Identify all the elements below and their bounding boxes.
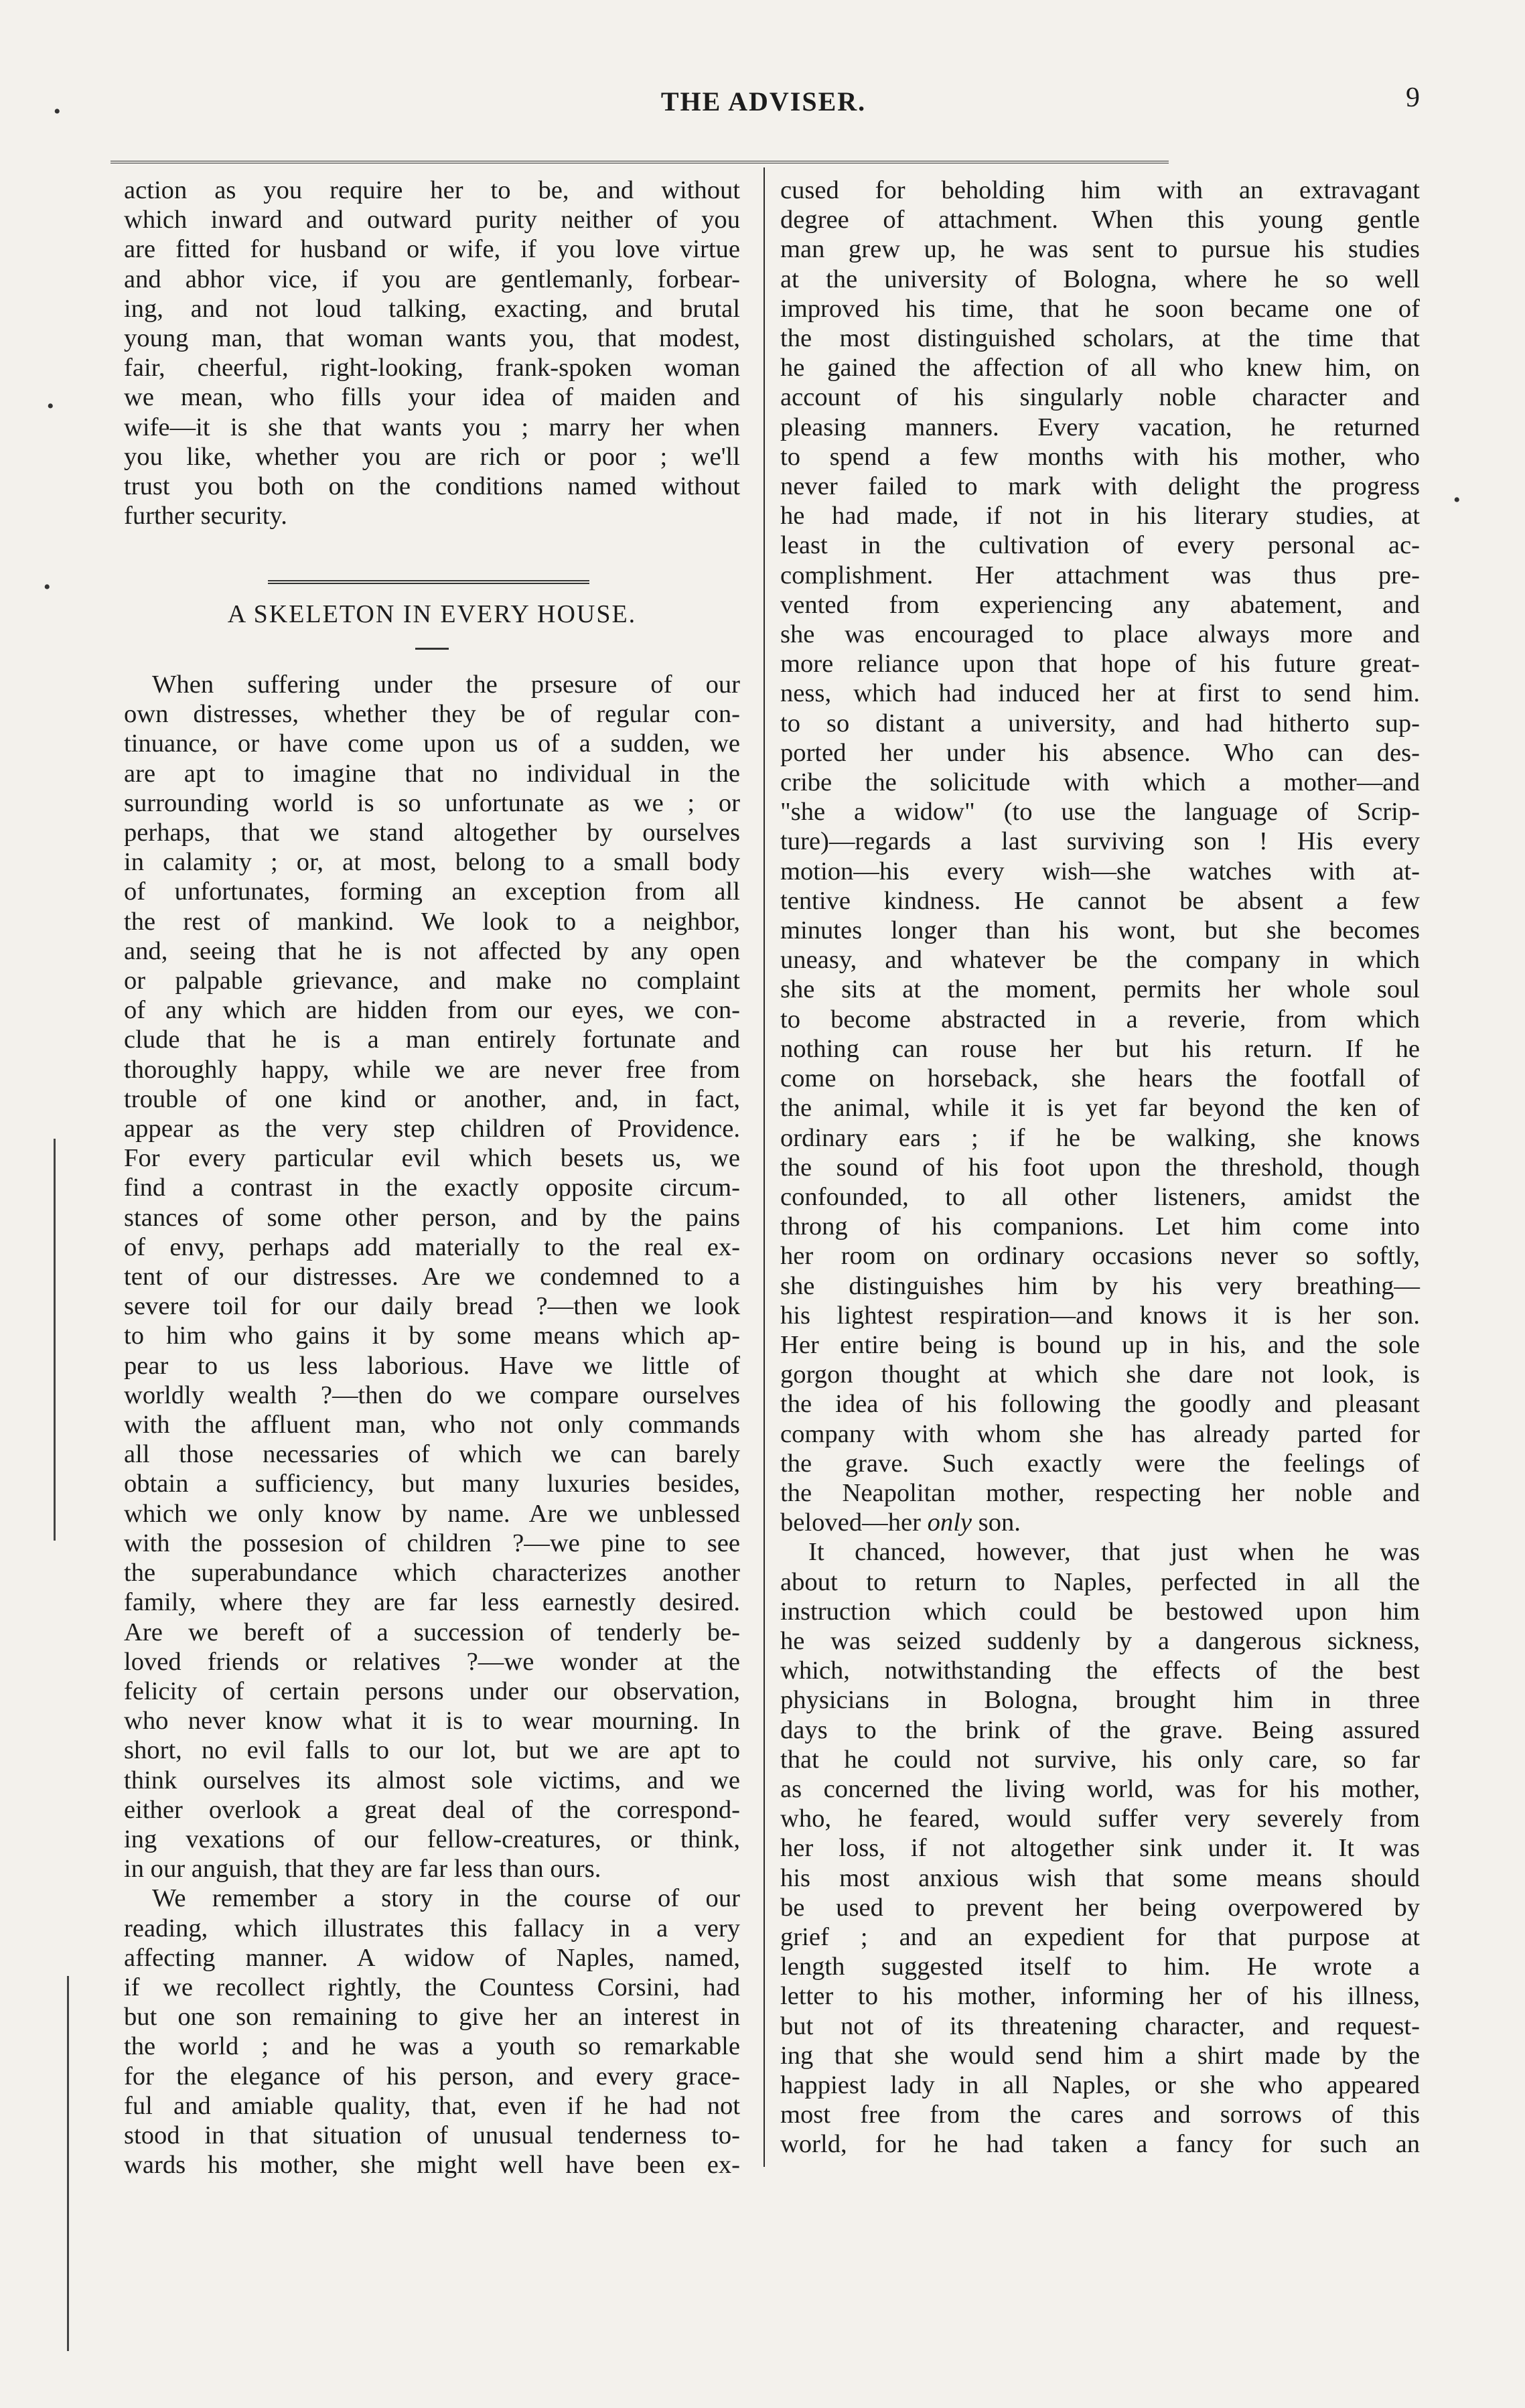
text-line: degree of attachment. When this young gentle — [780, 206, 1420, 234]
text-line: the animal, while it is yet far beyond the ken of — [780, 1094, 1420, 1123]
text-line: with the affluent man, who not only commands — [124, 1411, 740, 1439]
text-line: When suffering under the prsesure of our — [152, 670, 740, 699]
text-line: ordinary ears ; if he be walking, she knows — [780, 1123, 1420, 1152]
text-line: all those necessaries of which we can barely — [124, 1440, 740, 1469]
text-line: ing vexations of our fellow-creatures, or think, — [124, 1825, 740, 1853]
text-line: ture)—regards a last surviving son ! His every — [780, 827, 1420, 856]
text-line: reading, which illustrates this fallacy in a very — [124, 1914, 740, 1942]
text-line: of any which are hidden from our eyes, we con- — [124, 996, 740, 1025]
text-line: which we only know by name. Are we unblessed — [124, 1499, 740, 1528]
text-line: clude that he is a man entirely fortunate and — [124, 1025, 740, 1054]
text-line: world, for he had taken a fancy for such an — [780, 2130, 1420, 2159]
text-line: young man, that woman wants you, that modest, — [124, 324, 740, 353]
margin-scratch — [54, 1139, 56, 1541]
text-line: motion—his every wish—she watches with at- — [780, 857, 1420, 886]
text-line: think ourselves its almost sole victims, and we — [124, 1766, 740, 1794]
text-line: days to the brink of the grave. Being assured — [780, 1715, 1420, 1744]
text-line: nothing can rouse her but his return. If he — [780, 1034, 1420, 1063]
intro-paragraph — [124, 175, 740, 530]
text-line: he had made, if not in his literary studies, at — [780, 502, 1420, 530]
text-line: her room on ordinary occasions never so softly, — [780, 1242, 1420, 1271]
text-line: which, notwithstanding the effects of the best — [780, 1656, 1420, 1685]
text-line: for the elegance of his person, and every grace- — [124, 2062, 740, 2091]
text-line: that he could not survive, his only care, so far — [780, 1745, 1420, 1774]
text-line: never failed to mark with delight the progress — [780, 472, 1420, 501]
text-line: perhaps, that we stand altogether by ourselves — [124, 819, 740, 847]
article-heading: A SKELETON IN EVERY HOUSE. — [227, 600, 637, 628]
text-line: the idea of his following the goodly and pleasant — [780, 1390, 1420, 1419]
running-title: THE ADVISER. — [660, 86, 867, 117]
text-line: instruction which could be bestowed upon him — [780, 1597, 1420, 1626]
text-line: "she a widow" (to use the language of Scrip- — [780, 798, 1420, 827]
text-line: his lightest respiration—and knows it is her son. — [780, 1301, 1420, 1330]
text-line: the world ; and he was a youth so remarkable — [124, 2032, 740, 2061]
text-line: the sound of his foot upon the threshold, though — [780, 1153, 1420, 1182]
text-line: to become abstracted in a reverie, from which — [780, 1005, 1420, 1034]
text-line: tent of our distresses. Are we condemned to a — [124, 1263, 740, 1291]
text-line: to him who gains it by some means which ap- — [124, 1322, 740, 1350]
margin-bullet-icon: • — [47, 395, 54, 417]
text-line: most free from the cares and sorrows of this — [780, 2101, 1420, 2129]
text-line: minutes longer than his wont, but she becomes — [780, 916, 1420, 945]
text-line: either overlook a great deal of the correspond- — [124, 1795, 740, 1824]
text-line: length suggested itself to him. He wrote a — [780, 1953, 1420, 1981]
text-line: if we recollect rightly, the Countess Corsini, had — [124, 1973, 740, 2001]
text-line: to spend a few months with his mother, who — [780, 442, 1420, 471]
text-line: fair, cheerful, right-looking, frank-spoken woman — [124, 354, 740, 382]
text-line: loved friends or relatives ?—we wonder at the — [124, 1647, 740, 1676]
text-line: in our anguish, that they are far less than ours. — [124, 1855, 601, 1884]
text-line: Are we bereft of a succession of tenderly be- — [124, 1618, 740, 1646]
text-line: obtain a sufficiency, but many luxuries besides, — [124, 1470, 740, 1498]
text-line: trust you both on the conditions named without — [124, 472, 740, 501]
text-line: grief ; and an expedient for that purpose at — [780, 1922, 1420, 1951]
text-line: at the university of Bologna, where he so well — [780, 265, 1420, 293]
text-line: wife—it is she that wants you ; marry her when — [124, 413, 740, 441]
text-line: account of his singularly noble character and — [780, 383, 1420, 412]
header-rule — [111, 161, 1169, 163]
margin-bullet-icon: • — [1453, 489, 1461, 511]
text-line: short, no evil falls to our lot, but we are apt to — [124, 1736, 740, 1765]
text-line: the Neapolitan mother, respecting her noble and — [780, 1478, 1420, 1507]
text-line: thoroughly happy, while we are never free from — [124, 1055, 740, 1084]
text-line: tinuance, or have come upon us of a sudden, we — [124, 729, 740, 758]
text-line: in calamity ; or, at most, belong to a small body — [124, 848, 740, 877]
text-line: Her entire being is bound up in his, and the sole — [780, 1330, 1420, 1359]
text-line: happiest lady in all Naples, or she who appeared — [780, 2071, 1420, 2099]
text-line: come on horseback, she hears the footfall of — [780, 1064, 1420, 1093]
text-line: to so distant a university, and had hitherto sup- — [780, 709, 1420, 737]
text-line: tentive kindness. He cannot be absent a few — [780, 886, 1420, 915]
text-line: wards his mother, she might well have been ex- — [124, 2151, 740, 2180]
heading-dash — [415, 648, 449, 650]
text-line: gorgon thought at which she dare not look, is — [780, 1360, 1420, 1389]
text-line: cused for beholding him with an extravagant — [780, 176, 1420, 204]
text-line: stances of some other person, and by the pains — [124, 1203, 740, 1232]
article-body-left — [124, 670, 740, 2180]
text-line: you like, whether you are rich or poor ; we'll — [124, 442, 740, 471]
text-line: but not of its threatening character, and request- — [780, 2011, 1420, 2040]
text-line: we mean, who fills your idea of maiden and — [124, 383, 740, 412]
text-line: who never know what it is to wear mourning. In — [124, 1707, 740, 1736]
margin-bullet-icon: • — [44, 576, 51, 598]
text-line: she sits at the moment, permits her whole soul — [780, 975, 1420, 1004]
text-line: appear as the very step children of Providence. — [124, 1115, 740, 1143]
text-line: about to return to Naples, perfected in all the — [780, 1567, 1420, 1596]
text-line: For every particular evil which besets us, we — [124, 1144, 740, 1173]
text-line: more reliance upon that hope of his future great- — [780, 650, 1420, 679]
text-line: worldly wealth ?—then do we compare ourselves — [124, 1380, 740, 1409]
text-line: her loss, if not altogether sink under it. It was — [780, 1834, 1420, 1863]
text-line: confounded, to all other listeners, amidst the — [780, 1182, 1420, 1211]
text-line: beloved—her only son. — [780, 1508, 1021, 1537]
text-line: but one son remaining to give her an interest in — [124, 2003, 740, 2032]
text-line: be used to prevent her being overpowered by — [780, 1893, 1420, 1922]
margin-scratch — [67, 1976, 69, 2351]
text-line: as concerned the living world, was for his mother, — [780, 1774, 1420, 1803]
text-line: who, he feared, would suffer very severely from — [780, 1804, 1420, 1833]
text-line: find a contrast in the exactly opposite circum- — [124, 1174, 740, 1202]
emphasis: only — [927, 1508, 972, 1537]
text-line: are fitted for husband or wife, if you love virtue — [124, 235, 740, 264]
text-line: man grew up, he was sent to pursue his studies — [780, 235, 1420, 264]
text-line: ported her under his absence. Who can des- — [780, 738, 1420, 767]
text-line: the rest of mankind. We look to a neighbor, — [124, 907, 740, 936]
text-line: ing that she would send him a shirt made by the — [780, 2041, 1420, 2070]
text-line: his most anxious wish that some means should — [780, 1863, 1420, 1892]
text-line: company with whom she has already parted for — [780, 1419, 1420, 1448]
text-line: she was encouraged to place always more and — [780, 620, 1420, 649]
text-line: ness, which had induced her at first to send him. — [780, 679, 1420, 708]
text-line: of envy, perhaps add materially to the real ex- — [124, 1232, 740, 1261]
text-line: the superabundance which characterizes another — [124, 1559, 740, 1587]
page-number: 9 — [1406, 82, 1420, 113]
running-head — [107, 82, 1420, 133]
text-line: own distresses, whether they be of regular con- — [124, 700, 740, 729]
text-line: It chanced, however, that just when he was — [808, 1538, 1420, 1567]
right-column — [780, 175, 1420, 2159]
text-line: pear to us less laborious. Have we little of — [124, 1351, 740, 1380]
text-line: felicity of certain persons under our observation, — [124, 1677, 740, 1705]
text-line: of unfortunates, forming an exception from all — [124, 877, 740, 906]
text-line: or palpable grievance, and make no complaint — [124, 967, 740, 995]
text-line: We remember a story in the course of our — [152, 1884, 740, 1913]
text-line: are apt to imagine that no individual in the — [124, 759, 740, 788]
text-line: cribe the solicitude with which a mother—and — [780, 768, 1420, 797]
text-line: which inward and outward purity neither of you — [124, 206, 740, 234]
text-line: family, where they are far less earnestly desired. — [124, 1588, 740, 1617]
text-line: with the possesion of children ?—we pine to see — [124, 1529, 740, 1557]
text-line: letter to his mother, informing her of his illness, — [780, 1982, 1420, 2011]
text-line: severe toil for our daily bread ?—then we look — [124, 1292, 740, 1321]
text-line: throng of his companions. Let him come into — [780, 1212, 1420, 1241]
text-line: and abhor vice, if you are gentlemanly, forbear- — [124, 265, 740, 293]
text-line: least in the cultivation of every personal ac- — [780, 531, 1420, 560]
text-line: affecting manner. A widow of Naples, named, — [124, 1943, 740, 1972]
text-line: and, seeing that he is not affected by any open — [124, 936, 740, 965]
text-line: he gained the affection of all who knew him, on — [780, 354, 1420, 382]
text-line: physicians in Bologna, brought him in three — [780, 1686, 1420, 1715]
text-line: improved his time, that he soon became one of — [780, 294, 1420, 323]
section-divider — [268, 580, 589, 584]
text-line: ing, and not loud talking, exacting, and brutal — [124, 294, 740, 323]
text-line: trouble of one kind or another, and, in fact, — [124, 1084, 740, 1113]
text-line: the most distinguished scholars, at the time that — [780, 324, 1420, 353]
text-line: complishment. Her attachment was thus pre- — [780, 561, 1420, 589]
text-line: surrounding world is so unfortunate as we ; or — [124, 788, 740, 817]
text-line: pleasing manners. Every vacation, he returned — [780, 413, 1420, 441]
text-line: he was seized suddenly by a dangerous sickness, — [780, 1626, 1420, 1655]
text-line: she distinguishes him by his very breathing— — [780, 1271, 1420, 1300]
text-line: the grave. Such exactly were the feelings of — [780, 1449, 1420, 1478]
margin-bullet-icon: • — [54, 100, 61, 123]
text-line: stood in that situation of unusual tenderness to- — [124, 2121, 740, 2149]
text-line: uneasy, and whatever be the company in which — [780, 946, 1420, 975]
left-column — [124, 175, 740, 530]
column-divider — [764, 167, 765, 2167]
text-line: ful and amiable quality, that, even if he had not — [124, 2091, 740, 2120]
text-line: action as you require her to be, and without — [124, 176, 740, 204]
text-line: further security. — [124, 502, 287, 530]
text-line: vented from experiencing any abatement, and — [780, 590, 1420, 619]
